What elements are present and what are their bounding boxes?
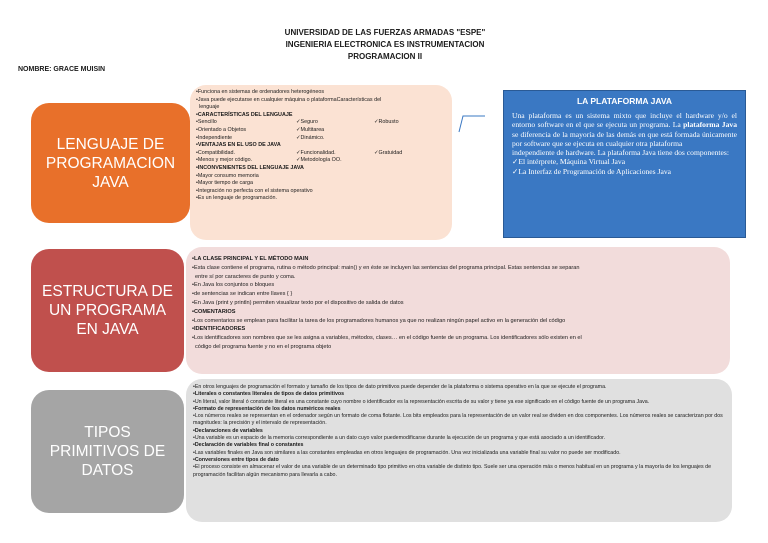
inconveniente-item: •Mayor tiempo de carga: [196, 180, 254, 187]
caracteristica-item: •Orientado a Objetos: [196, 126, 247, 133]
career-title: INGENIERIA ELECTRONICA ES INSTRUMENTACION: [285, 40, 485, 49]
course-title: PROGRAMACION II: [347, 52, 423, 61]
identificadores-heading: •IDENTIFICADORES: [192, 326, 246, 333]
literales-heading: •Literales o constantes literales de tipos de datos primitivos: [193, 391, 345, 398]
caracteristica-item: •Independiente: [196, 134, 233, 141]
tipos-line: •Un literal, valor literal ó constante literal es una constante cuyo nombre o identificador es la representación escrita de su valor y tiene ya ese significado en el código fuente de un programa Java.: [193, 398, 650, 405]
plataforma-java-paragraph: [512, 111, 737, 148]
caracteristicas-row: [196, 135, 446, 143]
estructura-line: entre sí por caracteres de punto y coma.: [195, 273, 296, 280]
plataforma-text: se diferencia de la mayoría de las demás en que está formada únicamente por software que se ejecuta en cualquier otra plataforma: [512, 129, 737, 148]
lenguaje-java-title-line1: LENGUAJE DE: [56, 135, 165, 153]
caracteristica-item: ✓Robusto: [374, 119, 399, 126]
caracteristica-item: •Sencillo: [196, 119, 217, 126]
ventajas-heading: •VENTAJAS EN EL USO DE JAVA: [196, 142, 281, 149]
estructura-line: •En Java los conjuntos o bloques: [192, 282, 275, 289]
tipos-title-line3: DATOS: [81, 462, 134, 479]
estructura-programa-label: [31, 249, 184, 372]
tipos-line: •Las variables finales en Java son similares a las constantes empleadas en otros lenguajes de programación. Una vez inicializada una variable final su valor no puede ser modificado.: [193, 449, 621, 456]
tipos-line: •El proceso consiste en almacenar el valor de una variable de un determinado tipo primitivo en otra variable de distinto tipo. Suele ser una operación más o menos habitual en un programa y la mayoría de los lenguajes de programación facilitan algún mecanismo para llevarla a cabo.: [193, 464, 712, 478]
plataforma-component-item: ✓La Interfaz de Programación de Aplicaciones Java: [512, 166, 672, 176]
inconveniente-item: •Integración no perfecta con el sistema operativo: [196, 187, 313, 194]
lenguaje-java-panel: [190, 85, 452, 240]
declaraciones-heading: •Declaraciones de variables: [193, 427, 263, 434]
variables-final-heading: •Declaración de variables final o constantes: [193, 442, 304, 449]
intro-line: •Java puede ejecutarse en cualquier máquina o plataformaCaracterísticas del: [196, 96, 382, 103]
lenguaje-java-title-line3: JAVA: [92, 173, 129, 191]
intro-line: lenguaje: [199, 104, 220, 111]
caracteristicas-row: [196, 127, 446, 135]
tipos-primitivos-panel: [186, 379, 732, 522]
connector-line: [455, 112, 487, 134]
estructura-title-line2: UN PROGRAMA: [48, 302, 167, 319]
caracteristicas-heading: •CARACTERÍSTICAS DEL LENGUAJE: [196, 111, 293, 118]
caracteristicas-row: [196, 119, 446, 127]
estructura-title-line1: ESTRUCTURA DE: [42, 283, 173, 300]
tipos-line: •En otros lenguajes de programación el formato y tamaño de los tipos de dato primitivos puede depender de la plataforma o sistema operativo en la que se ejecute el programa.: [193, 384, 607, 390]
inconveniente-item: •Mayor consumo memoria: [196, 172, 259, 179]
estructura-line: •Esta clase contiene el programa, rutina o método principal: main() y en éste se incluyen las sentencias del programa principal. Estas sentencias se separan: [192, 264, 580, 271]
plataforma-component-item: ✓El intérprete, Máquina Virtual Java: [512, 157, 626, 167]
estructura-line: •de sentencias se indican entre llaves { }: [192, 291, 293, 298]
clase-principal-heading: •LA CLASE PRINCIPAL Y EL MÉTODO MAIN: [192, 256, 309, 262]
ventaja-item: •Menos y mejor código.: [196, 157, 253, 164]
estructura-line: •Los identificadores son nombres que se les asigna a variables, métodos, clases… en el código fuente de un programa. Los identificadores sólo existen en el: [192, 335, 582, 342]
inconvenientes-heading: •INCONVENIENTES DEL LENGUAJE JAVA: [196, 164, 304, 171]
conversiones-heading: •Conversiones entre tipos de dato: [193, 456, 279, 463]
student-name: NOMBRE: GRACE MUISIN: [18, 66, 106, 73]
estructura-line: código del programa fuente y no en el programa objeto: [195, 343, 332, 350]
plataforma-text: Una plataforma es un sistema mixto que incluye el hardware y/o el entorno software en el que se ejecuta un programa. La: [512, 111, 737, 130]
ventaja-item: ✓Gratuidad: [374, 149, 403, 156]
caracteristica-item: ✓Multitarea: [296, 126, 325, 133]
tipos-line: •Los números reales se representan en el ordenador según un formato de coma flotante. Los bits empleados para la representación de un valor real se dividen en dos componentes. Los números reales se caracterizan por dos magnitudes: la precisión y el intervalo de representación.: [193, 413, 723, 427]
plataforma-java-box: [503, 90, 746, 238]
ventajas-row: [196, 157, 446, 165]
formato-reales-heading: •Formato de representación de los datos numéricos reales: [193, 405, 341, 412]
estructura-line: •Los comentarios se emplean para facilitar la tarea de los programadores humanos ya que no realizan ningún papel activo en la generación del código: [192, 317, 566, 324]
ventaja-item: ✓Metodología OO.: [296, 157, 342, 164]
ventajas-row: [196, 150, 446, 158]
inconveniente-item: •Es un lenguaje de programación.: [196, 195, 278, 202]
intro-line: •Funciona en sistemas de ordenadores heterogéneos: [196, 89, 325, 95]
caracteristica-item: ✓Seguro: [296, 119, 318, 126]
tipos-title-line1: TIPOS: [84, 424, 131, 441]
university-title: UNIVERSIDAD DE LAS FUERZAS ARMADAS "ESPE": [284, 28, 486, 37]
tipos-primitivos-label: [31, 390, 184, 513]
tipos-title-line2: PRIMITIVOS DE: [49, 443, 166, 460]
lenguaje-java-title-line2: PROGRAMACION: [45, 154, 176, 172]
estructura-title-line3: EN JAVA: [76, 321, 139, 338]
lenguaje-java-label: [31, 103, 190, 223]
ventaja-item: •Compatibilidad.: [196, 149, 236, 156]
caracteristica-item: ✓Dinámico.: [296, 134, 325, 141]
plataforma-java-paragraph: independiente de hardware. La plataforma Java tiene dos componentes:: [512, 148, 729, 158]
plataforma-java-title: LA PLATAFORMA JAVA: [576, 96, 673, 106]
ventaja-item: ✓Funcionalidad.: [296, 149, 336, 156]
estructura-programa-panel: [186, 247, 730, 374]
plataforma-text-bold: plataforma Java: [683, 120, 737, 130]
comentarios-heading: •COMENTARIOS: [192, 308, 236, 315]
tipos-line: •Una variable es un espacio de la memoria correspondiente a un dato cuyo valor puedemodificarse durante la ejecución de un programa y que está asociado a un identificador.: [193, 435, 606, 442]
estructura-line: •En Java (print y println) permiten visualizar texto por el dispositivo de salida de datos: [192, 299, 404, 306]
